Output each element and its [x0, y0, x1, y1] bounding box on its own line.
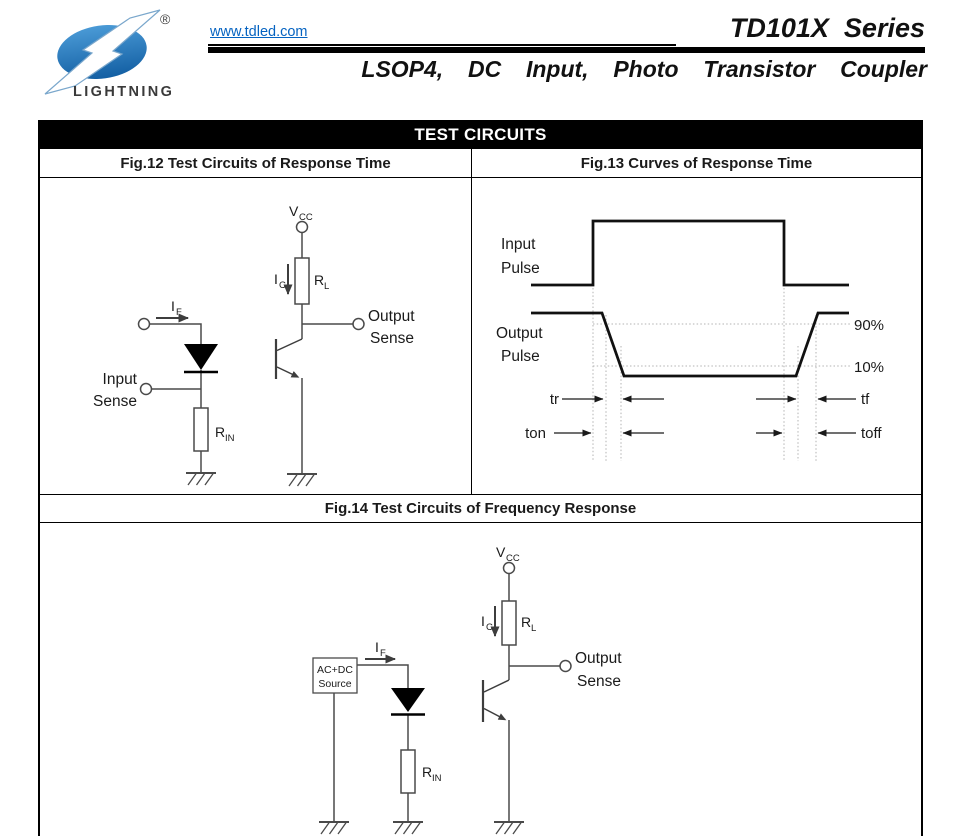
ground-symbol — [319, 822, 349, 834]
rl-sub: L — [531, 623, 537, 634]
test-circuits-table — [38, 120, 923, 836]
vcc-label: V — [289, 203, 299, 219]
transistor-symbol — [483, 680, 509, 722]
fig13-timing-diagram — [472, 178, 921, 493]
ton-label: ton — [525, 425, 546, 442]
rl-sub: L — [324, 281, 330, 292]
resistor-rin — [401, 750, 415, 793]
if-label: I — [171, 298, 175, 314]
timing-arrows — [554, 399, 856, 433]
fig14-circuit-diagram — [40, 523, 921, 836]
ground-symbol — [494, 822, 524, 834]
tf-label: tf — [861, 391, 870, 408]
series-title: TD101X Series — [729, 13, 925, 43]
source-label-2: Source — [318, 678, 352, 690]
rin-sub: IN — [432, 773, 442, 784]
output-sense-label-2: Sense — [370, 330, 414, 347]
input-pulse-trace — [531, 221, 849, 285]
wire — [150, 324, 201, 344]
if-sub: F — [176, 307, 182, 318]
if-sub: F — [380, 648, 386, 659]
output-sense-label-1: Output — [575, 650, 622, 667]
rl-label: R — [314, 272, 325, 288]
fig14-row — [40, 523, 921, 836]
ic-label: I — [481, 613, 485, 629]
rin-label: R — [422, 764, 433, 780]
logo-brand-text: LIGHTNING — [73, 84, 175, 100]
source-label-1: AC+DC — [317, 664, 353, 676]
ic-sub: C — [486, 622, 493, 633]
figure-row — [40, 178, 921, 495]
input-terminal — [139, 319, 150, 330]
registered-mark: ® — [160, 11, 171, 27]
product-subtitle: LSOP4, DC Input, Photo Transistor Coupler — [361, 56, 927, 82]
output-sense-label-2: Sense — [577, 673, 621, 690]
resistor-rl — [295, 258, 309, 304]
vcc-terminal — [297, 222, 308, 233]
header-thick-rule — [208, 47, 925, 53]
led-diode-symbol — [184, 344, 218, 372]
output-sense-label-1: Output — [368, 308, 415, 325]
fig13-title: Fig.13 Curves of Response Time — [580, 154, 813, 172]
header-thin-rule — [208, 44, 676, 46]
ground-symbol — [186, 473, 216, 485]
transistor-symbol — [276, 339, 302, 379]
figure-title-row — [40, 149, 921, 178]
input-pulse-label-2: Pulse — [501, 260, 540, 277]
level-10-label: 10% — [854, 359, 885, 376]
output-pulse-trace — [531, 313, 849, 376]
output-pulse-label-2: Pulse — [501, 348, 540, 365]
toff-label: toff — [861, 425, 882, 442]
section-header-bar — [40, 121, 921, 149]
guide-lines — [593, 288, 850, 461]
vcc-label: V — [496, 544, 506, 560]
ground-symbol — [393, 822, 423, 834]
company-logo — [42, 6, 187, 100]
vcc-terminal — [504, 563, 515, 574]
rin-sub: IN — [225, 433, 235, 444]
vcc-sub: CC — [299, 212, 313, 223]
output-sense-terminal — [560, 661, 571, 672]
output-pulse-label-1: Output — [496, 325, 543, 342]
tr-label: tr — [549, 391, 559, 408]
website-link[interactable]: www.tdled.com — [210, 24, 308, 40]
input-sense-label-1: Input — [102, 371, 137, 388]
resistor-rin — [194, 408, 208, 451]
output-sense-terminal — [353, 319, 364, 330]
wire — [357, 665, 408, 688]
fig14-title-row — [40, 495, 921, 523]
vcc-sub: CC — [506, 553, 520, 564]
fig12-circuit-diagram — [40, 178, 470, 493]
ground-symbol — [287, 474, 317, 486]
fig14-title: Fig.14 Test Circuits of Frequency Response — [324, 500, 637, 517]
level-90-label: 90% — [854, 317, 885, 334]
input-sense-terminal — [141, 384, 152, 395]
if-label: I — [375, 639, 379, 655]
fig12-title: Fig.12 Test Circuits of Response Time — [120, 154, 391, 172]
input-sense-label-2: Sense — [93, 393, 137, 410]
ic-sub: C — [279, 280, 286, 291]
fig12-title-cell — [40, 149, 472, 177]
input-pulse-label-1: Input — [501, 236, 536, 253]
section-title: TEST CIRCUITS — [414, 125, 547, 144]
led-diode-symbol — [391, 688, 425, 715]
rl-label: R — [521, 614, 532, 630]
rin-label: R — [215, 424, 226, 440]
fig13-title-cell — [472, 149, 921, 177]
ic-label: I — [274, 271, 278, 287]
resistor-rl — [502, 601, 516, 645]
